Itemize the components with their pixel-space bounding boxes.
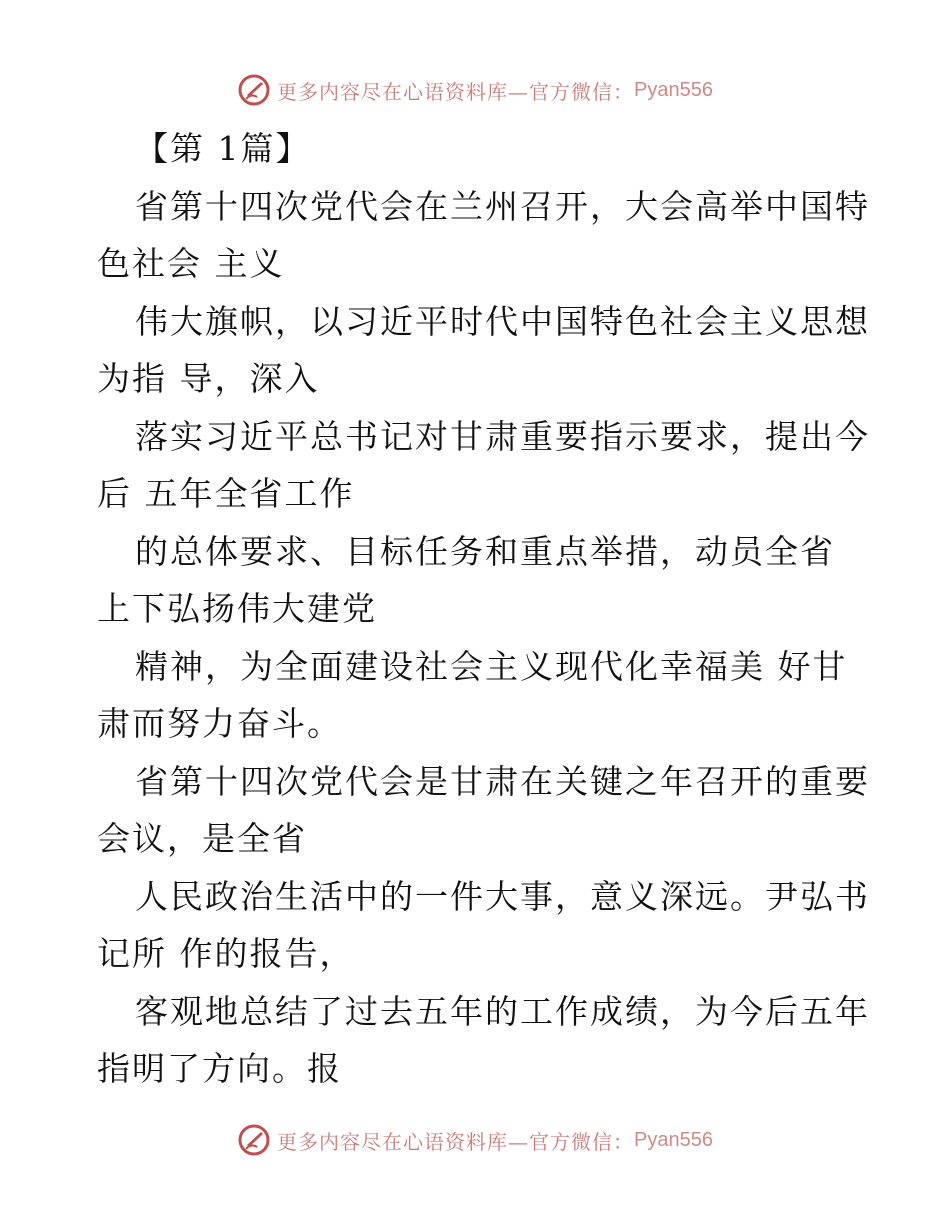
banner-handle: Pyan556 bbox=[634, 78, 713, 101]
paragraph-line: 指明了方向。报 bbox=[97, 1049, 342, 1088]
paragraph-line: 为指 导，深入 bbox=[97, 359, 320, 398]
banner-text: 更多内容尽在心语资料库—官方微信： bbox=[277, 1129, 635, 1154]
red-seal-pen-icon bbox=[237, 73, 271, 107]
paragraph-line: 省第十四次党代会是甘肃在关键之年召开的重要 bbox=[135, 761, 870, 801]
paragraph-line: 客观地总结了过去五年的工作成绩，为今后五年 bbox=[135, 991, 870, 1031]
banner-text: 更多内容尽在心语资料库—官方微信： bbox=[277, 79, 635, 104]
paragraph-line: 的总体要求、目标任务和重点举措，动员全省 bbox=[135, 531, 835, 571]
paragraph-line: 后 五年全省工作 bbox=[97, 474, 355, 513]
paragraph-line: 会议，是全省 bbox=[97, 819, 307, 858]
footer-watermark-banner bbox=[0, 1120, 950, 1160]
section-heading: 【第 1篇】 bbox=[135, 129, 311, 168]
red-seal-pen-icon bbox=[237, 1123, 271, 1157]
document-body bbox=[97, 120, 870, 1098]
paragraph-line: 肃而努力奋斗。 bbox=[97, 704, 342, 743]
paragraph-line: 精神，为全面建设社会主义现代化幸福美 好甘 bbox=[135, 646, 848, 686]
header-watermark-banner bbox=[0, 70, 950, 110]
paragraph-line: 伟大旗帜，以习近平时代中国特色社会主义思想 bbox=[135, 301, 870, 341]
paragraph-line: 省第十四次党代会在兰州召开，大会高举中国特 bbox=[135, 186, 870, 226]
paragraph-line: 人民政治生活中的一件大事，意义深远。尹弘书 bbox=[135, 876, 870, 916]
paragraph-line: 记所 作的报告， bbox=[97, 934, 355, 973]
banner-handle: Pyan556 bbox=[634, 1128, 713, 1151]
paragraph-line: 落实习近平总书记对甘肃重要指示要求，提出今 bbox=[135, 416, 870, 456]
paragraph-line: 上下弘扬伟大建党 bbox=[97, 589, 377, 628]
paragraph-line: 色社会 主义 bbox=[97, 244, 285, 283]
